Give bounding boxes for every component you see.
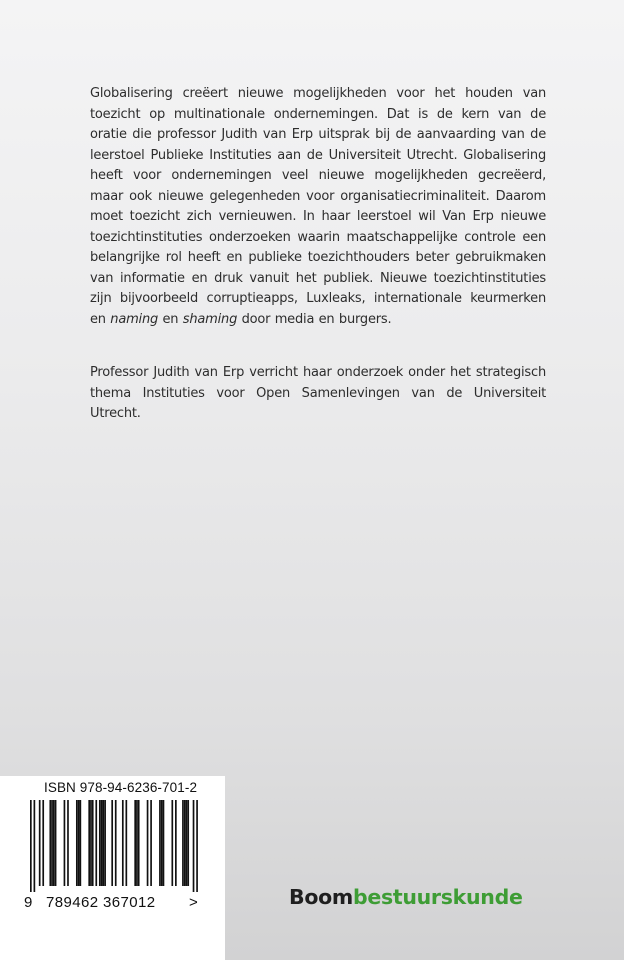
back-cover-paragraph-2: Professor Judith van Erp verricht haar onderzoek onder het strategisch thema Instituties voor Open Samenlevingen van de Universiteit Utrecht. — [90, 365, 546, 421]
barcode-bar — [64, 800, 66, 886]
barcode-first-digit: 9 — [24, 894, 33, 911]
barcode-bar — [76, 800, 78, 886]
barcode-bar — [159, 800, 161, 886]
barcode-bar — [78, 800, 80, 886]
barcode-bar — [39, 800, 41, 886]
barcode-bar — [138, 800, 140, 886]
barcode-bar — [161, 800, 163, 886]
barcode-bar — [171, 800, 173, 886]
barcode-bar — [51, 800, 53, 886]
barcode-bar — [49, 800, 51, 886]
back-cover-paragraph-1 — [90, 84, 546, 330]
barcode-bar — [163, 800, 165, 886]
barcode-bar — [95, 800, 97, 886]
barcode-bar — [136, 800, 138, 886]
barcode-bar — [104, 800, 106, 886]
barcode-bar — [147, 800, 149, 886]
barcode-bar — [42, 800, 44, 886]
barcode-bar — [99, 800, 101, 886]
barcode-bar — [90, 800, 92, 886]
barcode-arrow: > — [189, 894, 199, 911]
barcode-bar — [184, 800, 186, 886]
barcode-bar — [187, 800, 189, 886]
barcode-bar — [182, 800, 184, 886]
barcode-bar — [115, 800, 117, 886]
paragraph-1-emphasis-naming: naming — [110, 311, 159, 327]
publisher-logo-part-1: Boom — [289, 885, 353, 909]
barcode-bar — [122, 800, 124, 886]
barcode-digits: 789462 367012 — [46, 894, 156, 911]
publisher-logo-part-2: bestuurskunde — [352, 885, 523, 909]
barcode-bar — [92, 800, 94, 886]
barcode-bar — [67, 800, 69, 886]
barcode-bar — [134, 800, 136, 886]
barcode-bar — [193, 800, 195, 892]
barcode-bar — [175, 800, 177, 886]
paragraph-1-emphasis-shaming: shaming — [182, 311, 238, 327]
publisher-logo — [289, 885, 523, 909]
barcode-bar — [103, 800, 105, 886]
isbn-label: ISBN 978-94-6236-701-2 — [44, 780, 198, 795]
barcode-bar — [101, 800, 103, 886]
barcode-bar — [34, 800, 36, 892]
barcode-bar — [196, 800, 198, 892]
barcode-bar — [150, 800, 152, 886]
barcode-bar — [111, 800, 113, 886]
paragraph-1-text-a: Globalisering creëert nieuwe mogelijkheden voor het houden van toezicht op multinationale ondernemingen. Dat is de kern van de oratie die professor Judith van Erp uitsprak bij de aanvaarding van de leerstoel Publieke Instituties aan de Universiteit Utrecht. Globalisering heeft voor ondernemingen veel nieuwe mogelijkheden gecreëerd, maar ook nieuwe gelegenheden voor organisatiecriminaliteit. Daarom moet toezicht zich vernieuwen. In haar leerstoel wil Van Erp nieuwe toezichtinstituties onderzoeken waarin maatschappelijke controle een belangrijke rol heeft en publieke toezichthouders beter gebruikmaken van informatie en druk vanuit het publiek. Nieuwe toezichtinstituties zijn bijvoorbeeld corruptieapps, Luxleaks, internationale keurmerken en — [90, 86, 546, 327]
paragraph-1-text-c: door media en burgers. — [241, 311, 392, 327]
barcode-bar — [30, 800, 32, 892]
paragraph-1-text-b: en — [162, 311, 179, 327]
barcode-bar — [186, 800, 188, 886]
barcode-bar — [125, 800, 127, 886]
barcode-bar — [88, 800, 90, 886]
barcode-icon — [28, 800, 200, 892]
barcode-bar — [53, 800, 55, 886]
barcode-bar — [80, 800, 82, 886]
barcode-bar — [55, 800, 57, 886]
